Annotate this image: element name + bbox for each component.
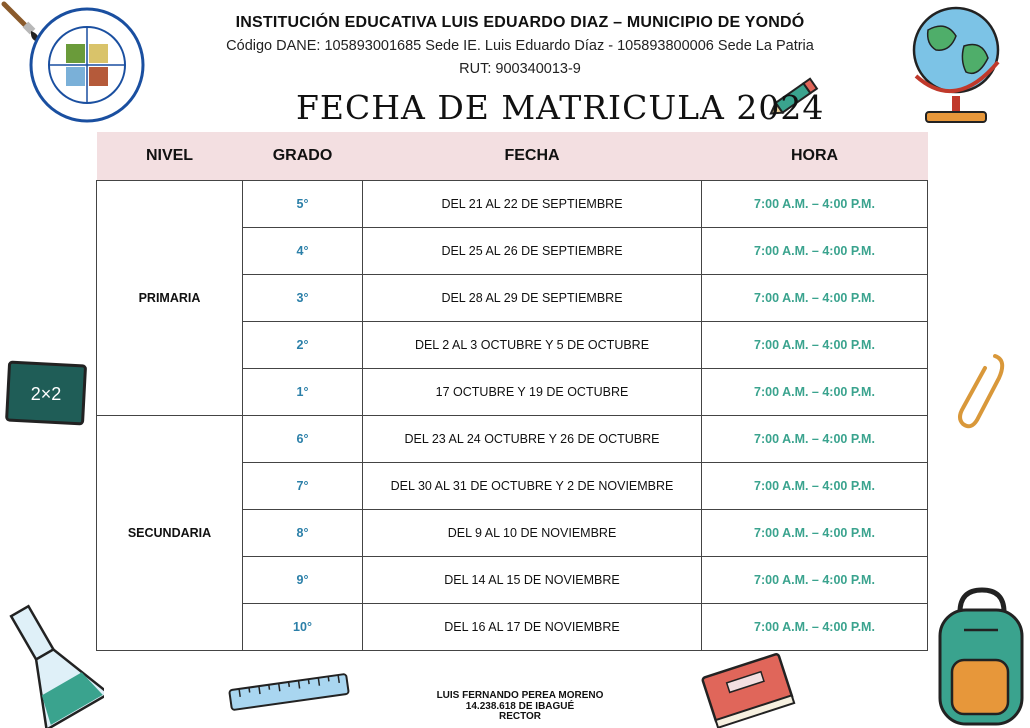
hora-cell: 7:00 A.M. – 4:00 P.M. [702,557,928,604]
header-hora: HORA [702,132,928,181]
grado-cell: 3° [243,275,363,322]
chalkboard-icon [4,360,88,428]
hora-cell: 7:00 A.M. – 4:00 P.M. [702,463,928,510]
backpack-icon [930,586,1030,728]
hora-cell: 7:00 A.M. – 4:00 P.M. [702,322,928,369]
grado-cell: 6° [243,416,363,463]
institution-title: INSTITUCIÓN EDUCATIVA LUIS EDUARDO DIAZ – MUNICIPIO DE YONDÓ [235,14,805,31]
grado-cell: 5° [243,181,363,228]
book-icon [700,650,800,728]
hora-cell: 7:00 A.M. – 4:00 P.M. [702,416,928,463]
hora-cell: 7:00 A.M. – 4:00 P.M. [702,369,928,416]
fecha-cell: DEL 21 AL 22 DE SEPTIEMBRE [363,181,702,228]
chalkboard-text: 2×2 [30,384,62,404]
fecha-cell: DEL 30 AL 31 DE OCTUBRE Y 2 DE NOVIEMBRE [363,463,702,510]
globe-icon [906,0,1006,128]
school-logo [28,6,146,124]
rector-name: LUIS FERNANDO PEREA MORENO [436,690,604,701]
page-title: FECHA DE MATRICULA 2024 [296,88,825,127]
table-row [97,416,928,463]
grado-cell: 8° [243,510,363,557]
fecha-cell: DEL 23 AL 24 OCTUBRE Y 26 DE OCTUBRE [363,416,702,463]
grado-cell: 4° [243,228,363,275]
table-header-row [97,132,928,181]
header-fecha: FECHA [363,132,702,181]
fecha-cell: DEL 2 AL 3 OCTUBRE Y 5 DE OCTUBRE [363,322,702,369]
fecha-cell: 17 OCTUBRE Y 19 DE OCTUBRE [363,369,702,416]
fecha-cell: DEL 9 AL 10 DE NOVIEMBRE [363,510,702,557]
signature-block [400,691,640,723]
flask-icon [0,598,104,728]
hora-cell: 7:00 A.M. – 4:00 P.M. [702,181,928,228]
grado-cell: 9° [243,557,363,604]
table-row [97,181,928,228]
grado-cell: 7° [243,463,363,510]
hora-cell: 7:00 A.M. – 4:00 P.M. [702,228,928,275]
hora-cell: 7:00 A.M. – 4:00 P.M. [702,604,928,651]
grado-cell: 10° [243,604,363,651]
fecha-cell: DEL 14 AL 15 DE NOVIEMBRE [363,557,702,604]
hora-cell: 7:00 A.M. – 4:00 P.M. [702,275,928,322]
fecha-cell: DEL 16 AL 17 DE NOVIEMBRE [363,604,702,651]
hora-cell: 7:00 A.M. – 4:00 P.M. [702,510,928,557]
rut-line: RUT: 900340013-9 [459,61,581,77]
ruler-icon [226,668,352,716]
nivel-cell: SECUNDARIA [97,416,243,651]
rector-role: RECTOR [498,711,542,722]
enrollment-schedule-table [96,132,928,651]
grado-cell: 2° [243,322,363,369]
grado-cell: 1° [243,369,363,416]
header-grado: GRADO [243,132,363,181]
rector-id: 14.238.618 DE IBAGUÉ [465,700,575,712]
dane-code-line: Código DANE: 105893001685 Sede IE. Luis Eduardo Díaz - 105893800006 Sede La Patria [226,38,814,54]
header-nivel: NIVEL [97,132,243,181]
paperclip-icon [955,350,1011,430]
nivel-cell: PRIMARIA [97,181,243,416]
fecha-cell: DEL 28 AL 29 DE SEPTIEMBRE [363,275,702,322]
fecha-cell: DEL 25 AL 26 DE SEPTIEMBRE [363,228,702,275]
